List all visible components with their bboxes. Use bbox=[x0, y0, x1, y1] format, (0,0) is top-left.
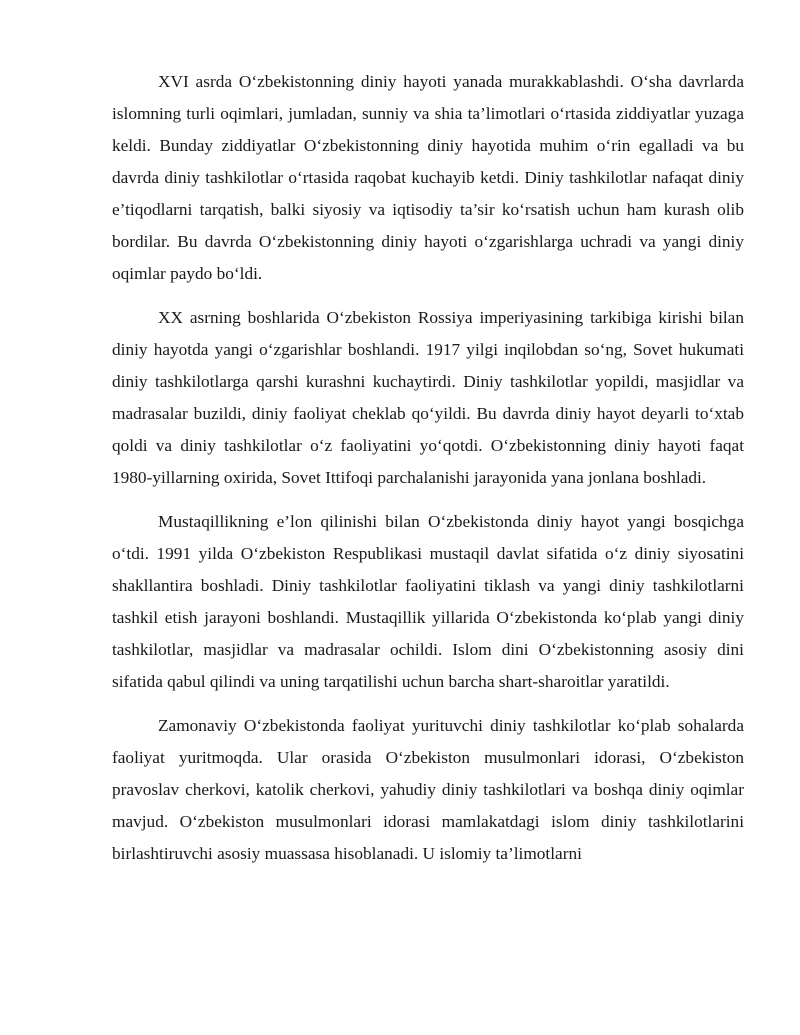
paragraph-modern-uzbekistan: Zamonaviy O‘zbekistonda faoliyat yurituvchi diniy tashkilotlar ko‘plab sohalarda faoliyat yuritmoqda. Ular orasida O‘zbekiston musulmonlari idorasi, O‘zbekiston pravoslav cherkovi, katolik cherkovi, yahudiy diniy tashkilotlari va boshqa diniy oqimlar mavjud. O‘zbekiston musulmonlari idorasi mamlakatdagi islom diniy tashkilotlarini birlashtiruvchi asosiy muassasa hisoblanadi. U islomiy ta’limotlarni bbox=[112, 716, 744, 863]
paragraph-independence: Mustaqillikning e’lon qilinishi bilan O‘zbekistonda diniy hayot yangi bosqichga o‘tdi. 1991 yilda O‘zbekiston Respublikasi mustaqil davlat sifatida o‘z diniy siyosatini shakllantira boshladi. Diniy tashkilotlar faoliyatini tiklash va yangi diniy tashkilotlarni tashkil etish jarayoni boshlandi. Mustaqillik yillarida O‘zbekistonda ko‘plab yangi diniy tashkilotlar, masjidlar va madrasalar ochildi. Islom dini O‘zbekistonning asosiy dini sifatida qabul qilindi va uning tarqatilishi uchun barcha shart-sharoitlar yaratildi. bbox=[112, 512, 744, 691]
document-page bbox=[112, 66, 744, 882]
paragraph-xvi-century: XVI asrda O‘zbekistonning diniy hayoti yanada murakkablashdi. O‘sha davrlarda islomning turli oqimlari, jumladan, sunniy va shia ta’limotlari o‘rtasida ziddiyatlar yuzaga keldi. Bunday ziddiyatlar O‘zbekistonning diniy hayotida muhim o‘rin egalladi va bu davrda diniy tashkilotlar o‘rtasida raqobat kuchayib ketdi. Diniy tashkilotlar nafaqat diniy e’tiqodlarni tarqatish, balki siyosiy va iqtisodiy ta’sir ko‘rsatish uchun ham kurash olib bordilar. Bu davrda O‘zbekistonning diniy hayoti o‘zgarishlarga uchradi va yangi diniy oqimlar paydo bo‘ldi. bbox=[112, 72, 744, 283]
paragraph-xx-century: XX asrning boshlarida O‘zbekiston Rossiya imperiyasining tarkibiga kirishi bilan diniy hayotda yangi o‘zgarishlar boshlandi. 1917 yilgi inqilobdan so‘ng, Sovet hukumati diniy tashkilotlarga qarshi kurashni kuchaytirdi. Diniy tashkilotlar yopildi, masjidlar va madrasalar buzildi, diniy faoliyat cheklab qo‘yildi. Bu davrda diniy hayot deyarli to‘xtab qoldi va diniy tashkilotlar o‘z faoliyatini yo‘qotdi. O‘zbekistonning diniy hayoti faqat 1980-yillarning oxirida, Sovet Ittifoqi parchalanishi jarayonida yana jonlana boshladi. bbox=[112, 308, 744, 487]
